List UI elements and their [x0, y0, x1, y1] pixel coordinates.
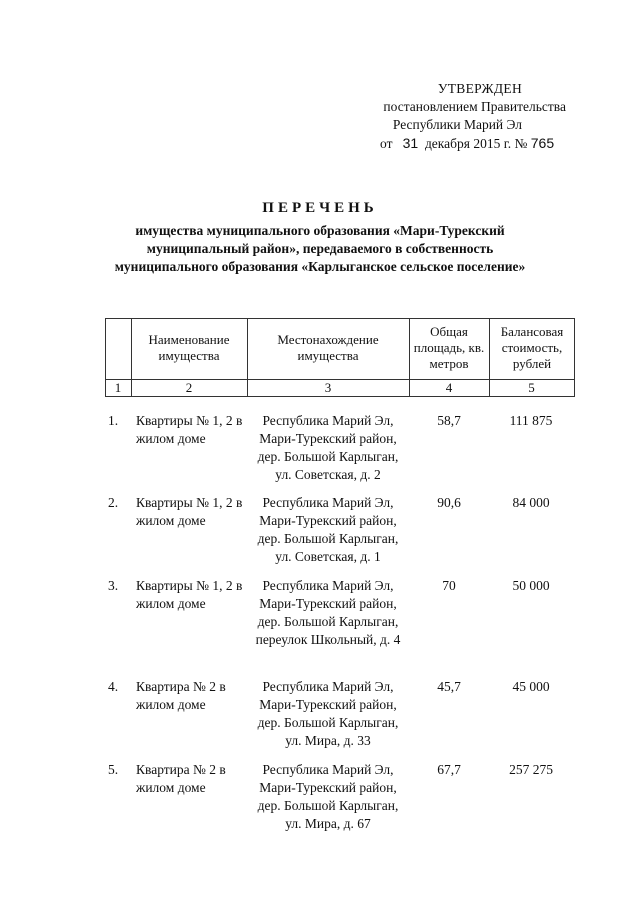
row-name: Квартира № 2 в жилом доме: [136, 762, 226, 795]
header-cell-location: Местонахождение имущества: [277, 332, 379, 363]
approval-date-line: [360, 134, 580, 153]
column-number: 3: [324, 380, 332, 395]
row-cost: 50 000: [512, 578, 550, 593]
row-cost: 45 000: [512, 679, 550, 694]
row-area: 45,7: [437, 679, 461, 694]
table-header-row: [105, 318, 575, 379]
row-area: 67,7: [437, 762, 461, 777]
row-number: 1.: [108, 413, 119, 428]
column-number: 2: [185, 380, 193, 395]
row-location: Республика Марий Эл, Мари-Турекский район, дер. Большой Карлыган, ул. Советская, д. 1: [257, 495, 399, 564]
column-number: 4: [445, 380, 453, 395]
approval-number: 765: [530, 135, 555, 151]
row-area: 58,7: [437, 413, 461, 428]
row-number: 3.: [108, 578, 119, 593]
approval-prefix: от: [380, 136, 393, 151]
approval-day: 31: [402, 135, 419, 151]
row-location: Республика Марий Эл, Мари-Турекский район, дер. Большой Карлыган, ул. Мира, д. 33: [257, 679, 399, 748]
row-name: Квартиры № 1, 2 в жилом доме: [136, 578, 243, 611]
row-name: Квартиры № 1, 2 в жилом доме: [136, 413, 243, 446]
approval-issuer: постановлением Правительства: [383, 99, 566, 114]
column-number-row: [105, 379, 575, 396]
approval-month-year: декабря 2015 г. №: [424, 136, 528, 151]
approval-stamp: [360, 80, 580, 153]
header-cell-area: Общая площадь, кв. метров: [413, 324, 485, 371]
approval-heading: УТВЕРЖДЕН: [437, 81, 522, 96]
row-cost: 111 875: [509, 413, 553, 428]
subtitle-line: имущества муниципального образования «Мари-Турекский: [135, 223, 505, 238]
table-border-bottom: [105, 396, 575, 397]
row-area: 70: [442, 578, 456, 593]
row-number: 5.: [108, 762, 119, 777]
row-location: Республика Марий Эл, Мари-Турекский район, дер. Большой Карлыган, ул. Советская, д. 2: [257, 413, 399, 482]
row-number: 4.: [108, 679, 119, 694]
column-number: 5: [528, 380, 535, 395]
subtitle-line: муниципального образования «Карлыганское сельское поселение»: [114, 259, 526, 274]
property-table-header: [105, 318, 575, 395]
approval-government: Республики Марий Эл: [392, 117, 522, 132]
row-location: Республика Марий Эл, Мари-Турекский район, дер. Большой Карлыган, переулок Школьный, д. 4: [255, 578, 401, 647]
row-cost: 84 000: [512, 495, 550, 510]
row-name: Квартиры № 1, 2 в жилом доме: [136, 495, 243, 528]
header-cell-name: Наименование имущества: [148, 332, 230, 363]
document-subtitle: [80, 222, 560, 276]
row-location: Республика Марий Эл, Мари-Турекский район, дер. Большой Карлыган, ул. Мира, д. 67: [257, 762, 399, 831]
subtitle-line: муниципальный район», передаваемого в собственность: [146, 241, 494, 256]
row-name: Квартира № 2 в жилом доме: [136, 679, 226, 712]
column-number: 1: [114, 380, 122, 395]
document-title: ПЕРЕЧЕНЬ: [262, 200, 378, 216]
header-cell-cost: Балансовая стоимость, рублей: [500, 324, 564, 371]
row-cost: 257 275: [509, 762, 553, 777]
row-number: 2.: [108, 495, 119, 510]
row-area: 90,6: [437, 495, 461, 510]
